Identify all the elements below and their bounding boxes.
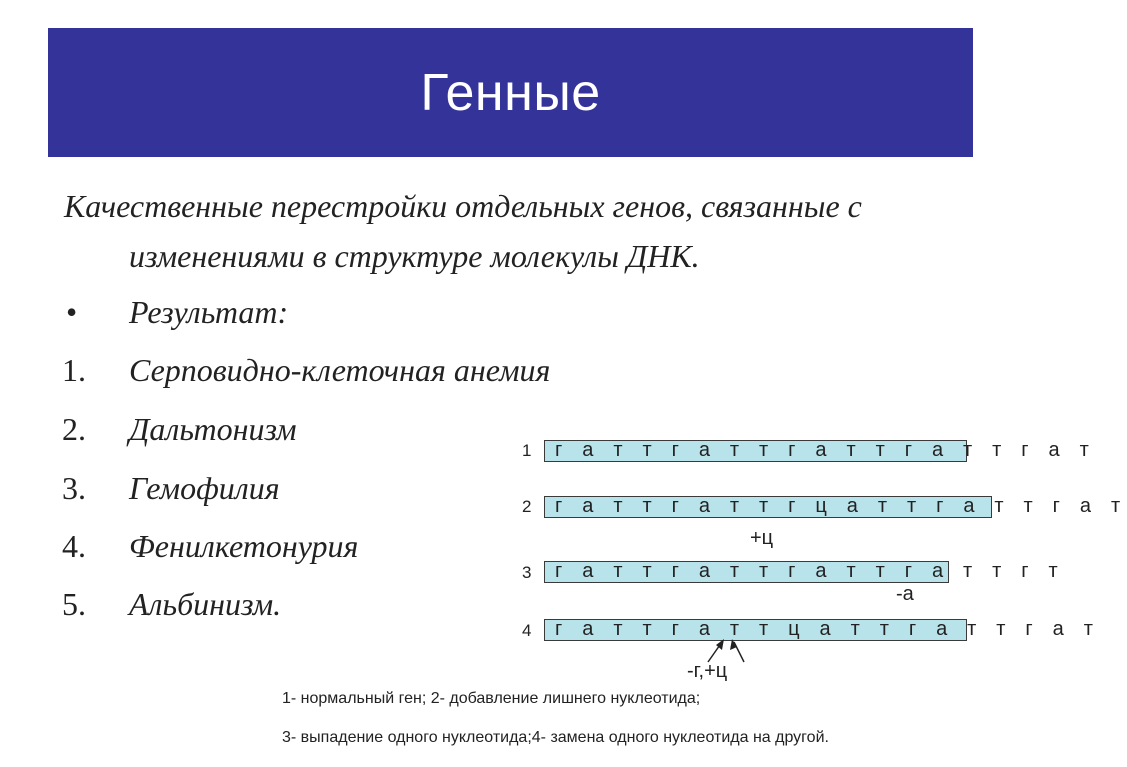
deletion-label: -а xyxy=(896,583,914,605)
definition-line-2: изменениями в структуре молекулы ДНК. xyxy=(129,238,700,274)
disease-item: Фенилкетонурия xyxy=(129,528,359,564)
disease-number: 2. xyxy=(62,411,86,447)
legend-line-1: 1- нормальный ген; 2- добавление лишнего нуклеотида; xyxy=(282,690,701,707)
strip-number: 3 xyxy=(522,563,532,582)
strip-number: 1 xyxy=(522,441,532,460)
legend-line-2: 3- выпадение одного нуклеотида;4- замена одного нуклеотида на другой. xyxy=(282,729,829,746)
slide-title: Генные xyxy=(420,63,601,122)
insertion-label: +ц xyxy=(750,527,774,549)
disease-item: Гемофилия xyxy=(129,470,280,506)
dna-strip-substitution: г а т т г а т т ц а т т г а т т г а т xyxy=(544,619,967,641)
result-label: Результат: xyxy=(129,294,289,330)
disease-number: 3. xyxy=(62,470,86,506)
dna-strip-insertion: г а т т г а т т г ц а т т г а т т г а т xyxy=(544,496,992,518)
bullet-marker: • xyxy=(66,294,78,330)
dna-strip-normal: г а т т г а т т г а т т г а т т г а т xyxy=(544,440,967,462)
disease-number: 1. xyxy=(62,352,86,388)
disease-item: Альбинизм. xyxy=(129,586,282,622)
disease-item: Серповидно-клеточная анемия xyxy=(129,352,551,388)
disease-number: 4. xyxy=(62,528,86,564)
definition-line-1: Качественные перестройки отдельных генов, связанные с xyxy=(64,188,862,224)
disease-item: Дальтонизм xyxy=(129,411,297,447)
disease-number: 5. xyxy=(62,586,86,622)
dna-strip-deletion: г а т т г а т т г а т т г а т т г т xyxy=(544,561,949,583)
strip-number: 2 xyxy=(522,497,532,516)
substitution-label: -г,+ц xyxy=(687,660,728,682)
strip-number: 4 xyxy=(522,621,532,640)
